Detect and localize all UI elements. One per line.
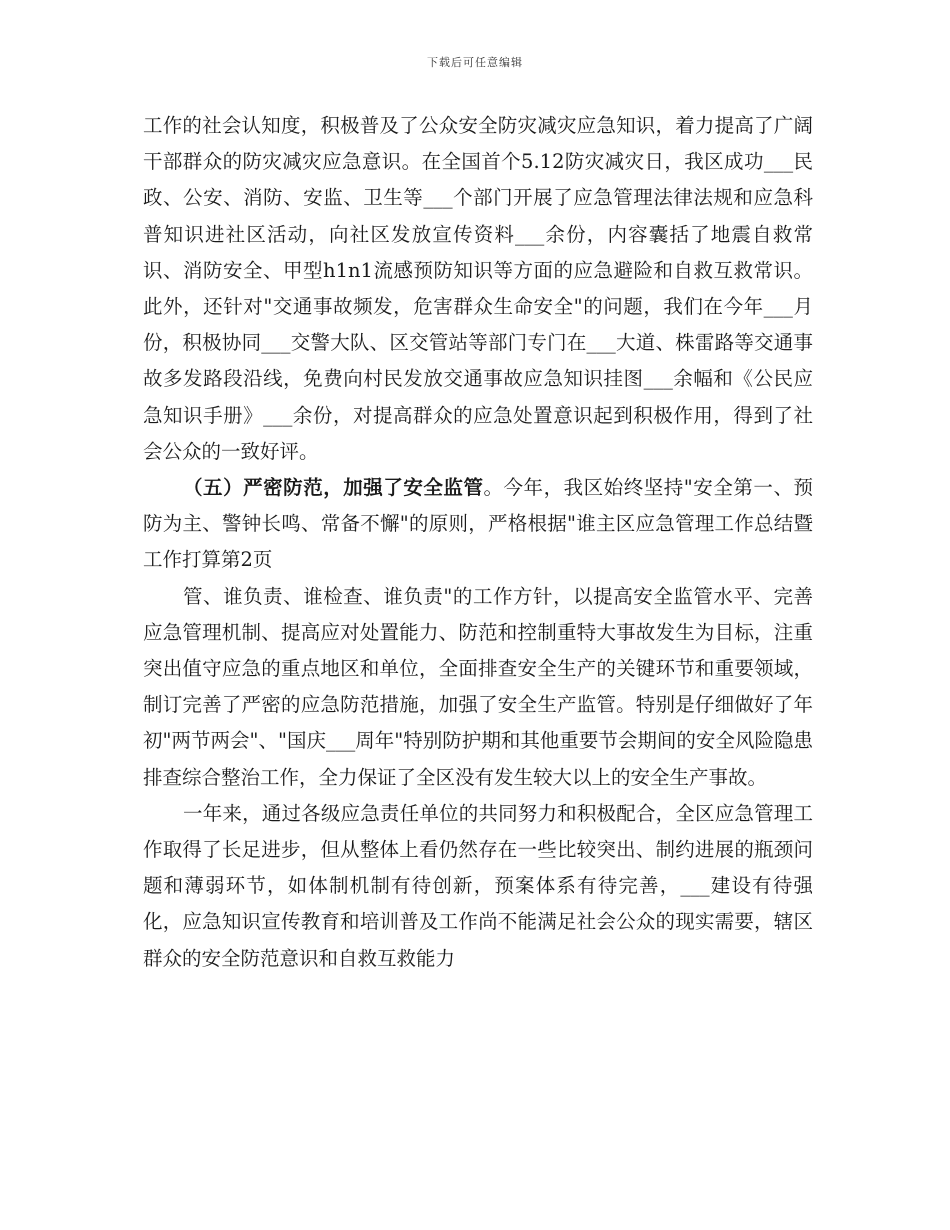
section-heading-5: （五）严密防范，加强了安全监管: [183, 476, 484, 500]
document-body: [143, 108, 813, 977]
paragraph-3: [143, 579, 813, 796]
paragraph-4-text: 一年来，通过各级应急责任单位的共同努力和积极配合，全区应急管理工作取得了长足进步，但从整体上看仍然存在一些比较突出、制约进展的瓶颈问题和薄弱环节，如体制机制有待创新，预案体系有待完善，___建设有待强化，应急知识宣传教育和培训普及工作尚不能满足社会公众的现实需要，辖区群众的安全防范意识和自救互救能力: [143, 801, 813, 970]
page-header: 下载后可任意编辑: [427, 56, 523, 69]
paragraph-3-text: 管、谁负责、谁检查、谁负责"的工作方针，以提高安全监管水平、完善应急管理机制、提高应对处置能力、防范和控制重特大事故发生为目标，注重突出值守应急的重点地区和单位，全面排查安全生产的关键环节和重要领域，制订完善了严密的应急防范措施，加强了安全生产监管。特别是仔细做好了年初"两节两会"、"国庆___周年"特别防护期和其他重要节会期间的安全风险隐患排查综合整治工作，全力保证了全区没有发生较大以上的安全生产事故。: [143, 584, 813, 789]
paragraph-4: [143, 796, 813, 977]
paragraph-1-text: 工作的社会认知度，积极普及了公众安全防灾减灾应急知识，着力提高了广阔干部群众的防灾减灾应急意识。在全国首个5.12防灾减灾日，我区成功___民政、公安、消防、安监、卫生等___个部门开展了应急管理法律法规和应急科普知识进社区活动，向社区发放宣传资料___余份，内容囊括了地震自救常识、消防安全、甲型h1n1流感预防知识等方面的应急避险和自救互救常识。此外，还针对"交通事故频发，危害群众生命安全"的问题，我们在今年___月份，积极协同___交警大队、区交管站等部门专门在___大道、株雷路等交通事故多发路段沿线，免费向村民发放交通事故应急知识挂图___余幅和《公民应急知识手册》___余份，对提高群众的应急处置意识起到积极作用，得到了社会公众的一致好评。: [143, 114, 813, 463]
paragraph-2-text: 。今年，我区始终坚持"安全第一、预防为主、警钟长鸣、常备不懈"的原则，严格根据"谁主区应急管理工作总结暨工作打算第2页: [143, 476, 813, 572]
paragraph-1: [143, 108, 813, 470]
paragraph-2: [143, 470, 813, 579]
